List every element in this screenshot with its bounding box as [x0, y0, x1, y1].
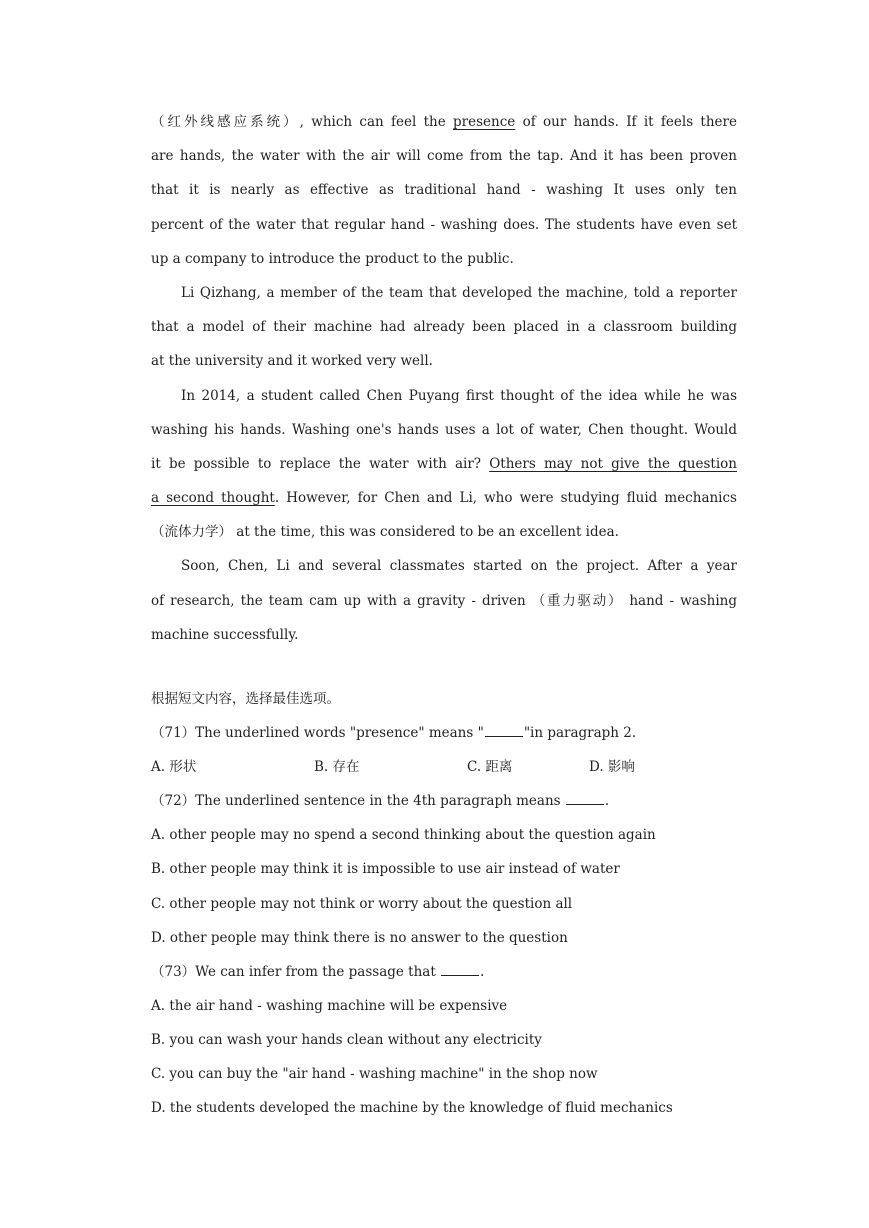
option-d: D. 影响 [589, 759, 635, 776]
option-a: A. the air hand - washing machine will be expensive [151, 997, 508, 1014]
passage-line: machine successfully. [151, 626, 299, 643]
passage-line: Li Qizhang, a member of the team that developed the machine, told a reporter [181, 284, 737, 301]
underlined-sentence-end: a second thought [151, 490, 275, 507]
passage-line: Soon, Chen, Li and several classmates started on the project. After a year [181, 558, 737, 575]
reading-passage [151, 108, 737, 655]
option-a: A. other people may no spend a second thinking about the question again [151, 827, 656, 844]
passage-line: a second thought. However, for Chen and Li, who were studying fluid mechanics [151, 490, 737, 507]
answer-blank [441, 961, 479, 976]
option-d: D. other people may think there is no answer to the question [151, 929, 568, 946]
underlined-sentence: Others may not give the question [489, 455, 737, 472]
passage-line: that it is nearly as effective as traditional hand - washing It uses only ten [151, 182, 737, 199]
instruction-text: 根据短文内容，选择最佳选项。 [151, 691, 340, 707]
underlined-word-presence: presence [453, 114, 516, 130]
question-71-options [151, 753, 737, 787]
passage-line: （红外线感应系统）, which can feel the presence of our hands. If it feels there [151, 114, 737, 130]
passage-line: In 2014, a student called Chen Puyang first thought of the idea while he was [181, 387, 737, 404]
option-c: C. other people may not think or worry about the question all [151, 895, 573, 912]
document-page [151, 108, 737, 1117]
passage-line: （流体力学） at the time, this was considered to be an excellent idea. [151, 524, 619, 541]
question-72: （72）The underlined sentence in the 4th paragraph means . [151, 787, 737, 821]
passage-line: it be possible to replace the water with air? Others may not give the question [151, 455, 737, 472]
question-73: （73）We can infer from the passage that . [151, 958, 737, 992]
passage-line: washing his hands. Washing one's hands uses a lot of water, Chen thought. Would [151, 421, 737, 438]
option-b: B. other people may think it is impossible to use air instead of water [151, 861, 620, 878]
passage-line: up a company to introduce the product to the public. [151, 250, 514, 267]
passage-line: are hands, the water with the air will come from the tap. And it has been proven [151, 148, 737, 165]
passage-line: that a model of their machine had already been placed in a classroom building [151, 319, 737, 336]
option-c: C. 距离 [467, 759, 513, 776]
passage-line: at the university and it worked very well. [151, 353, 433, 370]
option-b: B. 存在 [314, 759, 360, 776]
option-d: D. the students developed the machine by the knowledge of fluid mechanics [151, 1100, 673, 1117]
option-b: B. you can wash your hands clean without any electricity [151, 1031, 542, 1048]
answer-blank [566, 790, 604, 805]
option-c: C. you can buy the "air hand - washing machine" in the shop now [151, 1066, 598, 1083]
answer-blank [485, 722, 523, 737]
passage-line: of research, the team cam up with a gravity - driven （重力驱动） hand - washing [151, 592, 737, 609]
option-a: A. 形状 [151, 759, 197, 776]
passage-line: percent of the water that regular hand - washing does. The students have even set [151, 216, 737, 233]
questions-section [151, 685, 737, 1128]
question-71: （71）The underlined words "presence" means " "in paragraph 2. [151, 719, 737, 753]
